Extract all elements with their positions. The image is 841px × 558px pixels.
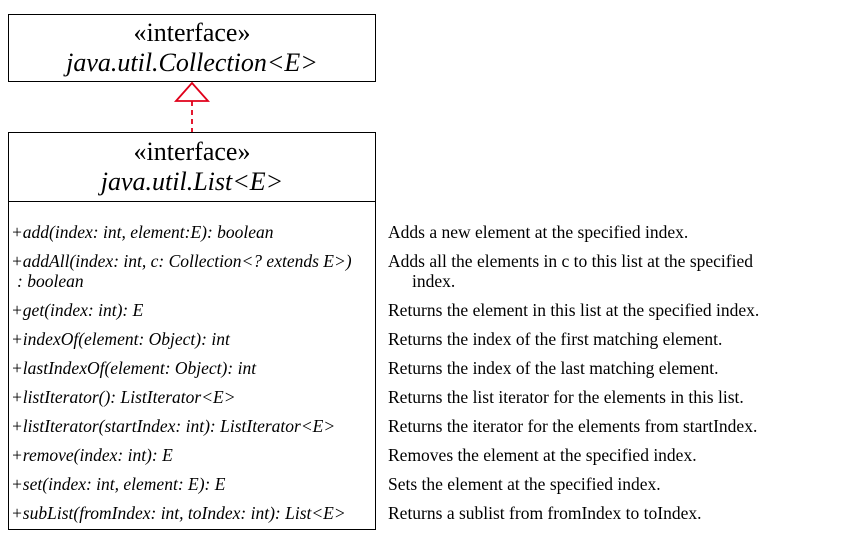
realization-arrowhead [176, 83, 208, 101]
method-signature: +subList(fromIndex: int, toIndex: int): List<E> [11, 503, 346, 523]
method-description [388, 416, 757, 436]
method-description [388, 300, 759, 320]
method-signature: +listIterator(): ListIterator<E> [11, 387, 236, 407]
method-signature: +listIterator(startIndex: int): ListIterator<E> [11, 416, 336, 436]
collection-stereotype: «interface» [133, 18, 251, 47]
method-row [11, 445, 173, 465]
method-row [11, 474, 225, 494]
method-signature-continued: : boolean [17, 271, 84, 291]
method-description [388, 251, 753, 291]
method-signature: +set(index: int, element: E): E [11, 474, 226, 494]
method-description [388, 387, 744, 407]
description-text: Returns the index of the last matching element. [388, 358, 719, 378]
method-row [11, 251, 352, 291]
method-signature: +lastIndexOf(element: Object): int [11, 358, 257, 378]
description-text: Sets the element at the specified index. [388, 474, 661, 494]
method-description [388, 503, 702, 523]
method-signature: +add(index: int, element:E): boolean [11, 222, 274, 242]
method-row [11, 329, 230, 349]
method-row [11, 300, 143, 320]
method-description [388, 329, 722, 349]
list-name: java.util.List<E> [100, 167, 284, 196]
description-text: Adds all the elements in c to this list at the specified [388, 251, 753, 271]
method-description [388, 474, 661, 494]
method-signature: +remove(index: int): E [11, 445, 173, 465]
description-text: Returns a sublist from fromIndex to toIndex. [388, 503, 702, 523]
description-text: Returns the list iterator for the elements in this list. [388, 387, 744, 407]
method-row [11, 503, 346, 523]
collection-name: java.util.Collection<E> [66, 48, 318, 77]
description-text: Returns the element in this list at the specified index. [388, 300, 760, 320]
description-text: Adds a new element at the specified index. [388, 222, 689, 242]
method-description [388, 358, 718, 378]
method-row [11, 387, 236, 407]
method-description [388, 445, 697, 465]
method-signature: +get(index: int): E [11, 300, 144, 320]
method-row [11, 358, 256, 378]
description-text: Removes the element at the specified index. [388, 445, 697, 465]
method-description [388, 222, 688, 242]
description-text: Returns the iterator for the elements from startIndex. [388, 416, 758, 436]
method-row [11, 222, 274, 242]
list-header [9, 133, 375, 202]
list-stereotype: «interface» [133, 137, 251, 166]
method-row [11, 416, 335, 436]
list-interface-box [8, 132, 376, 530]
description-text: Returns the index of the first matching element. [388, 329, 723, 349]
method-signature: +addAll(index: int, c: Collection<? extends E>) [11, 251, 352, 271]
description-text-continued: index. [412, 271, 456, 291]
method-signature: +indexOf(element: Object): int [11, 329, 230, 349]
